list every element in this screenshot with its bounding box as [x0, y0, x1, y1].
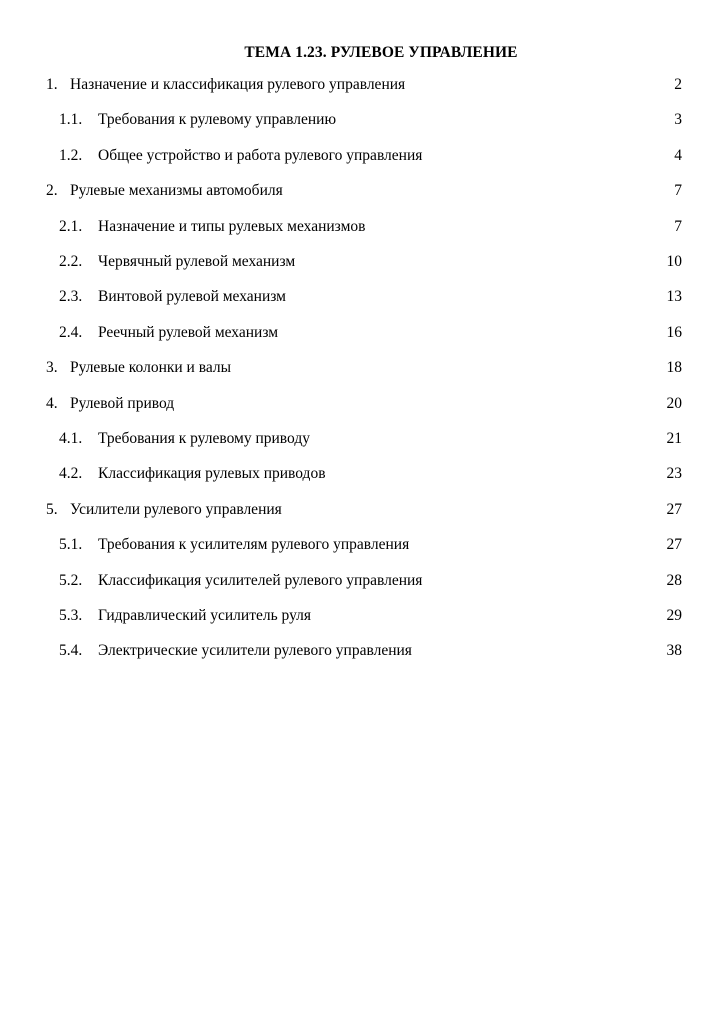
- toc-entry-number: 5.1.: [59, 536, 83, 554]
- toc-entry-page: 3: [674, 111, 682, 129]
- toc-entry[interactable]: [0, 605, 724, 627]
- toc-entry[interactable]: [0, 145, 724, 167]
- toc-entry-label: Классификация усилителей рулевого управления: [98, 571, 423, 589]
- toc-entry[interactable]: [0, 216, 724, 238]
- toc-entry-label: Рулевые колонки и валы: [70, 359, 232, 377]
- toc-entry-number: 2.2.: [59, 253, 83, 270]
- toc-entry-label: Классификация рулевых приводов: [98, 465, 326, 483]
- toc-entry-page: 27: [666, 536, 682, 554]
- toc-entry-page: 29: [666, 607, 682, 624]
- toc-entry-number: 2.1.: [59, 217, 83, 235]
- toc-entry[interactable]: [0, 74, 724, 96]
- toc-entry-number: 5.2.: [59, 571, 83, 589]
- toc-entry[interactable]: [0, 322, 724, 344]
- toc-entry-label: Гидравлический усилитель руля: [98, 607, 312, 624]
- toc-entry-page: 2: [674, 76, 682, 93]
- toc-entry-page: 27: [666, 500, 682, 518]
- toc-entry-page: 23: [666, 465, 682, 483]
- toc-entry-page: 4: [674, 146, 682, 164]
- toc-entry-label: Требования к рулевому приводу: [98, 430, 310, 447]
- toc-entry-label: Винтовой рулевой механизм: [98, 288, 286, 306]
- toc-entry-page: 18: [666, 359, 682, 377]
- toc-entry-label: Усилители рулевого управления: [70, 500, 282, 518]
- toc-entry[interactable]: [0, 357, 724, 379]
- toc-entry[interactable]: [0, 180, 724, 202]
- toc-entry-number: 3.: [46, 359, 58, 377]
- toc-entry[interactable]: [0, 109, 724, 131]
- toc-entry[interactable]: [0, 286, 724, 308]
- toc-entry-number: 4.2.: [59, 465, 83, 483]
- toc-entry-number: 2.3.: [59, 288, 83, 306]
- toc-entry[interactable]: [0, 499, 724, 521]
- toc-entry-page: 16: [666, 323, 682, 341]
- toc-entry-number: 1.: [46, 76, 58, 93]
- toc-entry-number: 2.: [46, 182, 58, 200]
- toc-entry-page: 20: [666, 394, 682, 412]
- toc-entry-label: Требования к рулевому управлению: [98, 111, 337, 129]
- toc-entry-number: 5.3.: [59, 607, 83, 624]
- toc-entry-number: 1.1.: [59, 111, 83, 129]
- toc-entry-number: 5.: [46, 500, 58, 518]
- toc-entry-number: 1.2.: [59, 146, 83, 164]
- toc-entry-label: Общее устройство и работа рулевого управления: [98, 146, 423, 164]
- toc-entry-label: Рулевые механизмы автомобиля: [70, 182, 283, 200]
- toc-entry-page: 7: [674, 217, 682, 235]
- toc-entry[interactable]: [0, 534, 724, 556]
- toc-entry-number: 4.1.: [59, 430, 83, 447]
- toc-entry-label: Назначение и классификация рулевого управления: [70, 76, 406, 93]
- toc-entry-label: Электрические усилители рулевого управления: [98, 642, 412, 660]
- toc-entry-page: 38: [666, 642, 682, 660]
- toc-entry-number: 4.: [46, 394, 58, 412]
- toc-entry[interactable]: [0, 463, 724, 485]
- toc-entry-number: 2.4.: [59, 323, 83, 341]
- toc-entry[interactable]: [0, 570, 724, 592]
- toc-entry-page: 21: [666, 430, 682, 447]
- toc-entry-label: Рулевой привод: [70, 394, 175, 412]
- toc-entry-page: 28: [666, 571, 682, 589]
- toc-entry-number: 5.4.: [59, 642, 83, 660]
- toc-entry[interactable]: [0, 251, 724, 273]
- toc-entry-label: Червячный рулевой механизм: [98, 253, 296, 270]
- toc-entry-label: Реечный рулевой механизм: [98, 323, 279, 341]
- toc-entry-page: 10: [666, 253, 682, 270]
- page-title: ТЕМА 1.23. РУЛЕВОЕ УПРАВЛЕНИЕ: [244, 44, 518, 61]
- toc-entry-label: Назначение и типы рулевых механизмов: [98, 217, 366, 235]
- toc-entry-page: 13: [666, 288, 682, 306]
- toc-entry-page: 7: [674, 182, 682, 200]
- toc-entry[interactable]: [0, 640, 724, 662]
- toc-entry[interactable]: [0, 428, 724, 450]
- toc-entry[interactable]: [0, 393, 724, 415]
- toc-entry-label: Требования к усилителям рулевого управления: [98, 536, 410, 554]
